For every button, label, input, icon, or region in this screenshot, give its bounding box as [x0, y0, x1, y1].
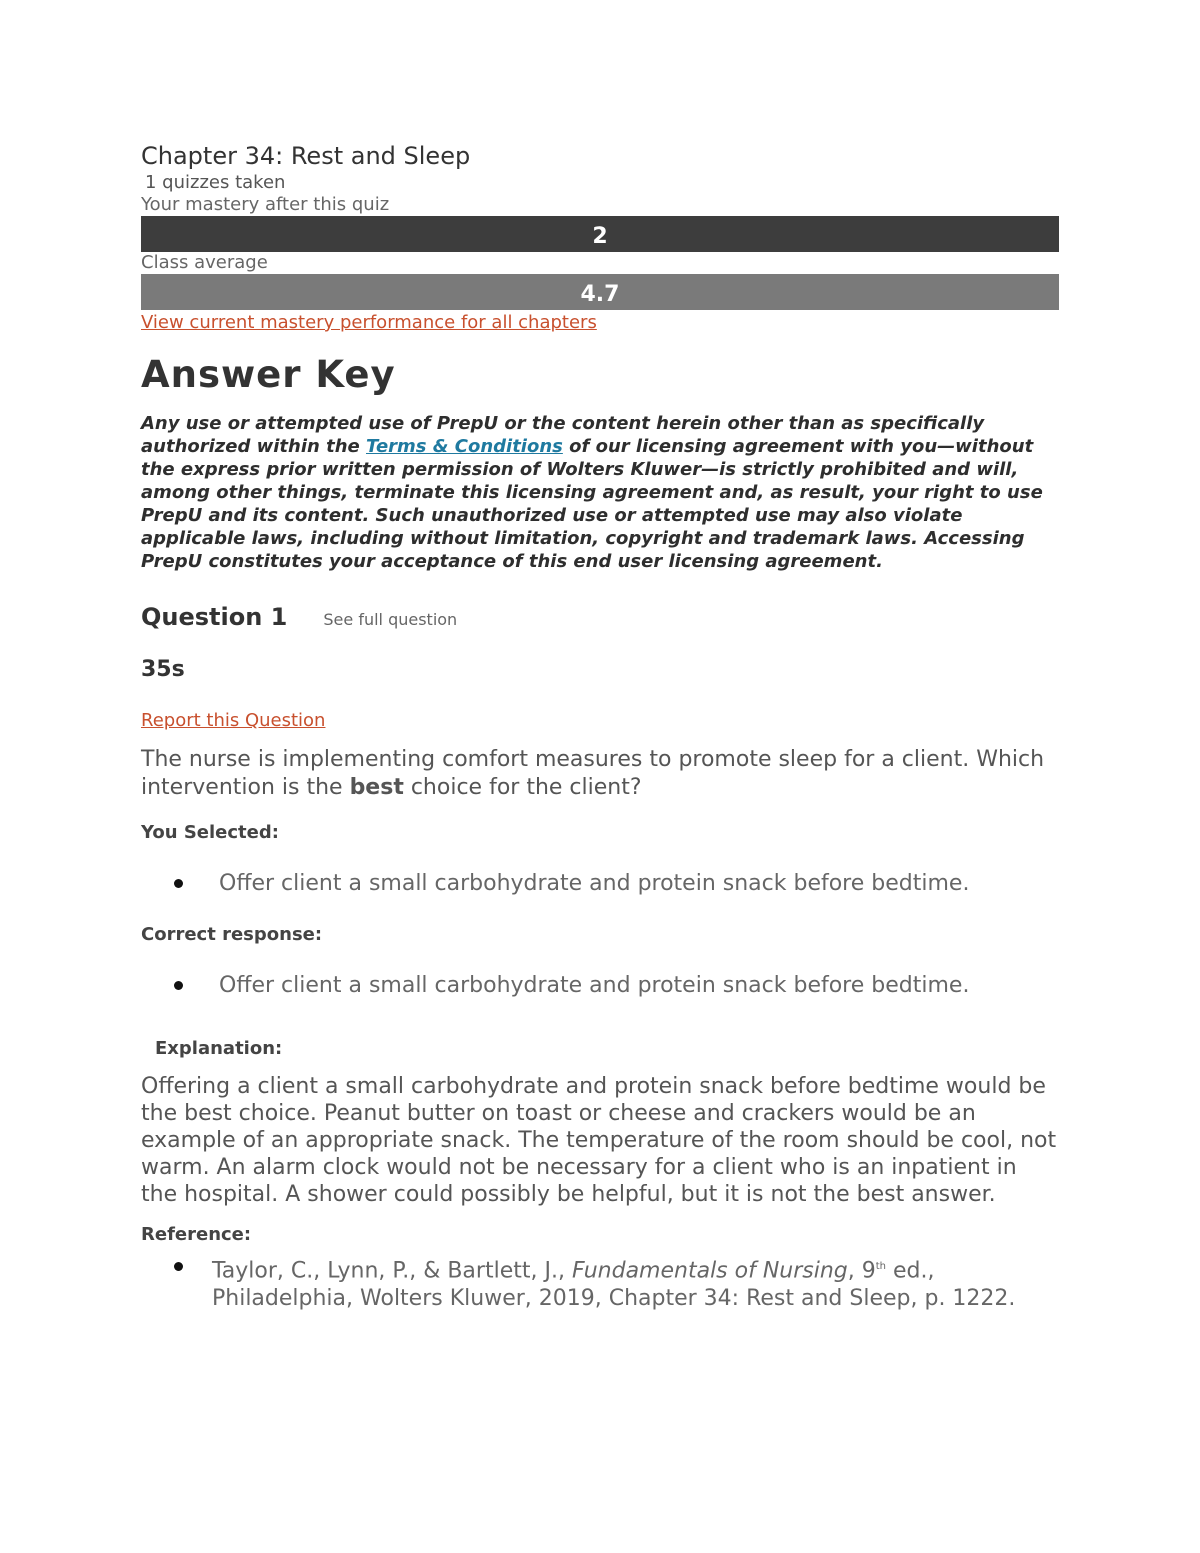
mastery-bar	[141, 216, 1059, 252]
terms-conditions-link[interactable]: Terms & Conditions	[366, 436, 563, 457]
reference-item	[141, 1253, 1059, 1313]
explanation-text: Offering a client a small carbohydrate and protein snack before bedtime would be the best choice. Peanut butter on toast or cheese and crackers would be an example of an appropriate snack. The temperature of the room should be cool, not warm. An alarm clock would not be necessary for a client who is an inpatient in the hospital. A shower could possibly be helpful, but it is not the best answer.	[141, 1074, 1057, 1207]
mastery-label: Your mastery after this quiz	[141, 194, 390, 215]
reference-label: Reference:	[141, 1224, 252, 1245]
question-header	[141, 603, 1059, 631]
reference-edition: , 9	[847, 1258, 876, 1284]
chapter-title: Chapter 34: Rest and Sleep	[141, 142, 471, 170]
bullet-icon	[174, 1262, 183, 1271]
legal-text-end: of our licensing agreement with you—without the express prior written permission of Wolters Kluwer—is strictly prohibited and will, among other things, terminate this licensing agreement and, as result, your right to use PrepU and its content. Such unauthorized use or attempted use may also violate applicable laws, including without limitation, copyright and trademark laws. Accessing PrepU constitutes your acceptance of this end user licensing agreement.	[141, 436, 1043, 572]
class-average-label: Class average	[141, 252, 268, 273]
bullet-icon	[174, 879, 183, 888]
answer-key-document	[141, 140, 1059, 1313]
question-text	[141, 746, 1059, 802]
selected-answer	[141, 870, 1059, 898]
legal-notice	[141, 412, 1059, 573]
bullet-icon	[174, 981, 183, 990]
see-full-question-link[interactable]: See full question	[323, 610, 458, 629]
class-average-value: 4.7	[580, 282, 620, 307]
reference-text	[212, 1253, 1059, 1313]
question-text-end: choice for the client?	[403, 775, 642, 800]
reference-authors: Taylor, C., Lynn, P., & Bartlett, J.,	[212, 1258, 572, 1284]
answer-key-title: Answer Key	[141, 353, 396, 396]
class-average-bar	[141, 274, 1059, 310]
report-question-link[interactable]: Report this Question	[141, 710, 326, 731]
legal-text-start: Any use or attempted use of PrepU or the content herein other than as specifically authorized within the	[141, 413, 985, 457]
reference-edition-suffix: th	[875, 1261, 887, 1272]
question-text-emphasis: best	[349, 775, 404, 800]
question-time: 35s	[141, 657, 185, 682]
mastery-value: 2	[592, 224, 608, 249]
question-text-start: The nurse is implementing comfort measures to promote sleep for a client. Which intervention is the	[141, 747, 1045, 800]
correct-answer	[141, 972, 1059, 1000]
reference-publisher: ed., Philadelphia, Wolters Kluwer, 2019, Chapter 34: Rest and Sleep, p. 1222.	[212, 1258, 1016, 1312]
selected-answer-text: Offer client a small carbohydrate and protein snack before bedtime.	[219, 871, 970, 896]
question-title: Question 1	[141, 603, 288, 631]
reference-book-title: Fundamentals of Nursing	[571, 1258, 848, 1284]
you-selected-label: You Selected:	[141, 822, 279, 843]
quizzes-taken-count: 1 quizzes taken	[145, 172, 286, 193]
view-mastery-link[interactable]: View current mastery performance for all chapters	[141, 312, 597, 333]
correct-answer-text: Offer client a small carbohydrate and protein snack before bedtime.	[219, 973, 970, 998]
explanation-label: Explanation:	[155, 1038, 283, 1059]
correct-response-label: Correct response:	[141, 924, 323, 945]
